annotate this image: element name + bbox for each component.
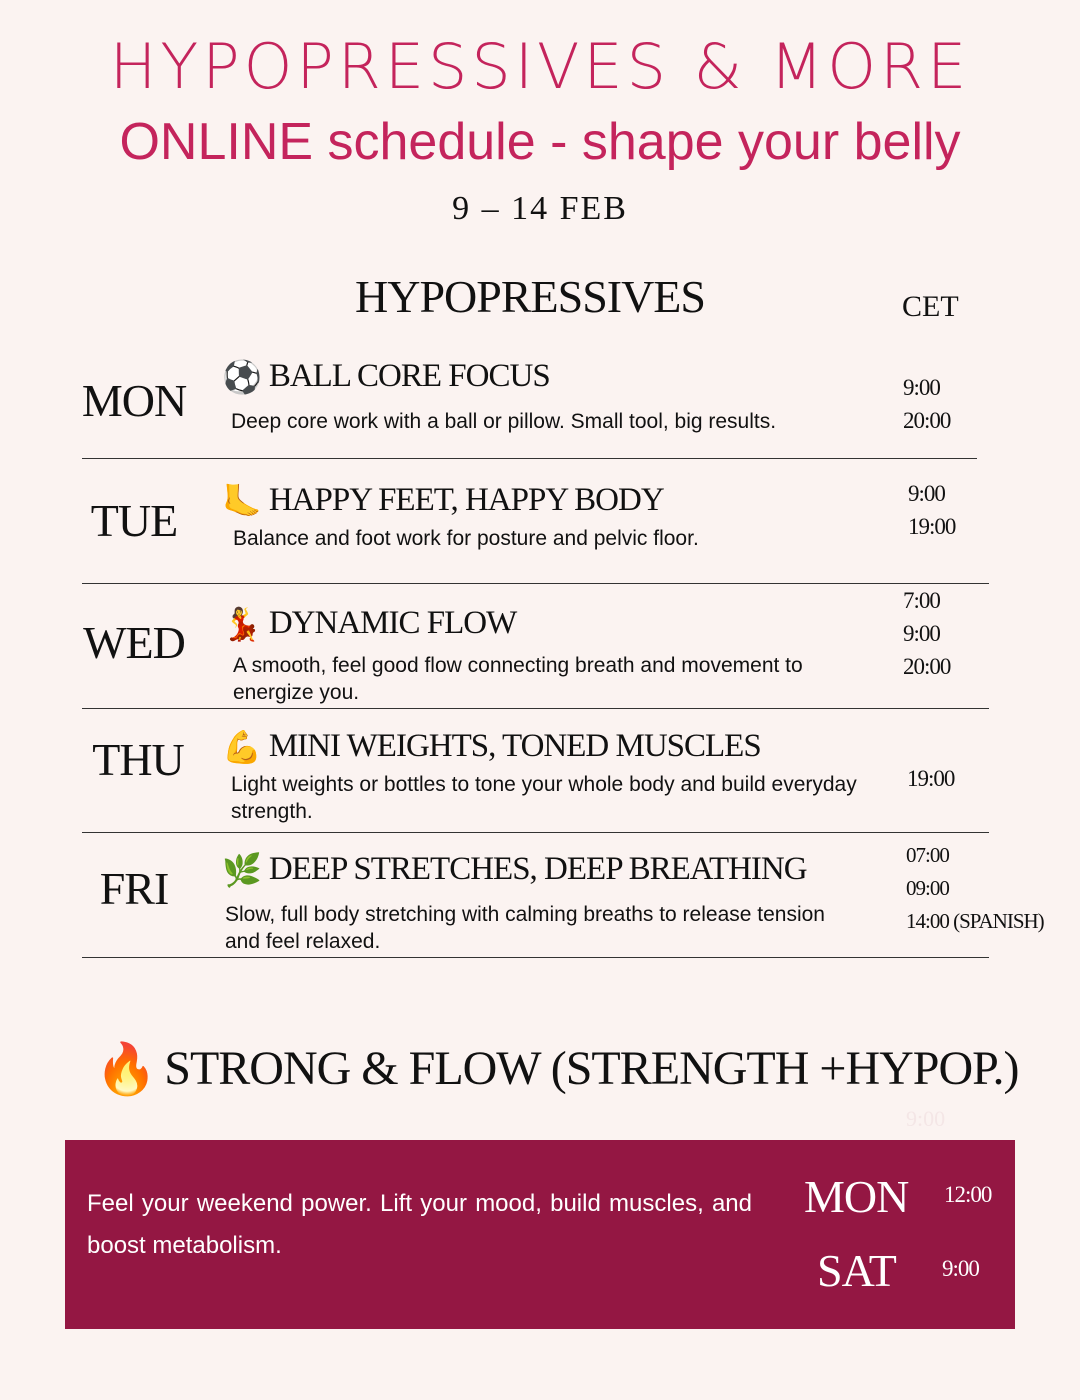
row-divider (82, 708, 989, 709)
time-slot: 20:00 (903, 654, 951, 679)
row-divider (82, 832, 989, 833)
time-slot: 19:00 (907, 766, 955, 791)
class-description-thu: Light weights or bottles to tone your whole body and build everyday strength. (231, 773, 857, 823)
page-title: HYPOPRESSIVES & MORE (109, 30, 971, 103)
date-range: 9 – 14 FEB (452, 190, 628, 227)
day-label-wed: WED (83, 617, 185, 668)
class-title-text: HAPPY FEET, HAPPY BODY (268, 482, 664, 518)
strong-flow-heading-text: STRONG & FLOW (STRENGTH +HYPOP.) (164, 1042, 1019, 1095)
herb-icon: 🌿 (222, 852, 261, 888)
strong-flow-heading (95, 1040, 1019, 1099)
time-slot: 9:00 (908, 481, 945, 506)
flexed-biceps-icon: 💪 (222, 729, 261, 765)
time-slot: 07:00 (906, 843, 949, 867)
class-title-thu (222, 728, 761, 766)
soccer-ball-icon: ⚽ (222, 359, 261, 395)
time-slot: 19:00 (908, 514, 956, 539)
strong-flow-description: Feel your weekend power. Lift your mood, build muscles, and boost metabolism. (87, 1190, 752, 1259)
class-title-text: DEEP STRETCHES, DEEP BREATHING (268, 851, 807, 887)
session-time-mon: 12:00 (944, 1182, 992, 1207)
class-title-wed (222, 605, 516, 643)
foot-icon: 🦶 (222, 483, 261, 519)
class-title-text: MINI WEIGHTS, TONED MUSCLES (268, 728, 761, 764)
timezone-label: CET (902, 290, 959, 323)
class-description-fri: Slow, full body stretching with calming breaths to release tension and feel relaxed. (225, 903, 825, 953)
session-time-sat: 9:00 (942, 1256, 979, 1281)
row-divider (82, 458, 977, 459)
class-description-wed: A smooth, feel good flow connecting breath and movement to energize you. (233, 654, 803, 704)
day-label-fri: FRI (99, 863, 169, 914)
row-divider (82, 957, 989, 958)
time-slot: 09:00 (906, 876, 949, 900)
session-day-mon: MON (804, 1171, 909, 1222)
row-divider (82, 583, 989, 584)
dancer-icon: 💃 (222, 606, 261, 642)
time-slot: 9:00 (903, 621, 940, 646)
session-day-sat: SAT (817, 1245, 896, 1296)
time-slot: 14:00 (SPANISH) (906, 909, 1044, 933)
time-slot: 7:00 (903, 588, 940, 613)
day-label-thu: THU (92, 734, 184, 785)
class-times-tue (908, 477, 955, 543)
day-label-tue: TUE (90, 495, 178, 546)
class-title-fri (222, 851, 807, 889)
time-slot: 9:00 (903, 375, 940, 400)
class-description-tue: Balance and foot work for posture and pelvic floor. (233, 527, 699, 550)
class-title-tue (222, 482, 664, 520)
class-title-text: BALL CORE FOCUS (268, 358, 550, 394)
fire-icon: 🔥 (95, 1041, 157, 1097)
class-title-mon (222, 358, 550, 396)
class-title-text: DYNAMIC FLOW (268, 605, 517, 641)
class-times-mon (903, 371, 950, 437)
day-label-mon: MON (81, 375, 187, 426)
time-slot: 20:00 (903, 408, 951, 433)
class-times-thu (907, 762, 954, 795)
faint-time: 9:00 (906, 1106, 946, 1131)
class-times-wed (903, 584, 950, 683)
class-description-mon: Deep core work with a ball or pillow. Small tool, big results. (231, 410, 777, 433)
class-times-fri (906, 839, 1044, 938)
section-heading: HYPOPRESSIVES (355, 271, 705, 322)
page-subtitle: ONLINE schedule - shape your belly (119, 113, 961, 171)
